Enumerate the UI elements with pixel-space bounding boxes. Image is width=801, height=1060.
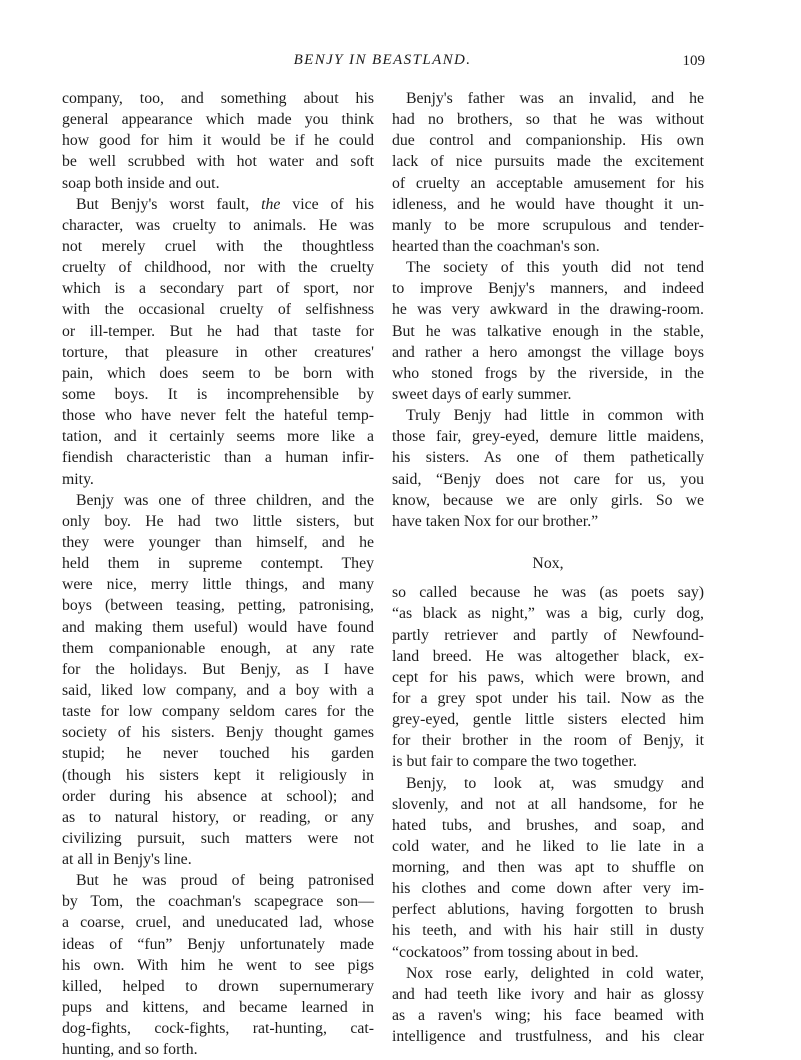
text-line: dog-fights, cock-fights, rat-hunting, cat- <box>62 1020 374 1038</box>
text-line: Benjy was one of three children, and the <box>76 491 374 509</box>
text-line: cold water, and he liked to lie late in a <box>392 837 704 855</box>
text-line: with the occasional cruelty of selfishness <box>62 301 374 319</box>
text-line: The society of this youth did not tend <box>406 259 704 277</box>
page-number: 109 <box>682 53 705 69</box>
text-line: perfect ablutions, having forgotten to brush <box>392 901 704 919</box>
emphasis: the <box>261 195 281 213</box>
text-line: be well scrubbed with hot water and soft <box>62 153 374 171</box>
text-line: character, was cruelty to animals. He was <box>62 216 374 234</box>
text-line: were nice, merry little things, and many <box>62 576 374 594</box>
text-line: of cruelty an acceptable amusement for his <box>392 174 704 192</box>
text-line: as to natural history, or reading, or any <box>62 808 374 826</box>
text-line: not merely cruel with the thoughtless <box>62 237 374 255</box>
text-line: taste for low company seldom cares for the <box>62 703 374 721</box>
text-line: his sisters. As one of them pathetically <box>392 449 704 467</box>
text-line: “cockatoos” from tossing about in bed. <box>392 943 639 961</box>
text-line: soap both inside and out. <box>62 174 220 192</box>
text-line: which is a secondary part of sport, nor <box>62 280 374 298</box>
text-line: torture, that pleasure in other creatures' <box>62 343 374 361</box>
text-line: or ill-temper. But he had that taste for <box>62 322 374 340</box>
text-line: grey-eyed, gentle little sisters elected him <box>392 711 704 729</box>
text-line: But he was talkative enough in the stable, <box>392 322 704 340</box>
text-line: due control and companionship. His own <box>392 132 704 150</box>
text-line: But Benjy's worst fault, the vice of his <box>76 195 374 213</box>
text-line: land breed. He was altogether black, ex- <box>392 647 704 665</box>
text-line: is but fair to compare the two together. <box>392 753 637 771</box>
text-line: and had teeth like ivory and hair as glossy <box>392 985 704 1003</box>
text-line: who stoned frogs by the riverside, in the <box>392 364 704 382</box>
text-line: as a raven's wing; his face beamed with <box>392 1007 704 1025</box>
text-line: sweet days of early summer. <box>392 385 572 403</box>
text-line: cept for his paws, which were brown, and <box>392 668 704 686</box>
text-line: “as black as night,” was a big, curly dog, <box>392 605 704 623</box>
text-line: only boy. He had two little sisters, but <box>62 512 374 530</box>
text-line: fiendish characteristic than a human infir- <box>62 449 374 467</box>
text-line: tation, and it certainly seems more like a <box>62 428 374 446</box>
text-line: to improve Benjy's manners, and indeed <box>392 280 704 298</box>
text-line: civilizing pursuit, such matters were not <box>62 829 374 847</box>
text-line: and rather a hero amongst the village boys <box>392 343 704 361</box>
text-line: have taken Nox for our brother.” <box>392 512 599 530</box>
text-line: how good for him it would be if he could <box>62 132 374 150</box>
text-line: ideas of “fun” Benjy unfortunately made <box>62 935 374 953</box>
text-line: slovenly, and not at all handsome, for he <box>392 795 704 813</box>
text-line: his teeth, and with his hair still in dusty <box>392 922 704 940</box>
text-line: hated tubs, and brushes, and soap, and <box>392 816 704 834</box>
text-line: boys (between teasing, petting, patronising, <box>62 597 374 615</box>
text-line: intelligence and trustfulness, and his clear <box>392 1028 704 1046</box>
text-line: had no brothers, so that he was without <box>392 111 704 129</box>
text-line: said, liked low company, and a boy with a <box>62 681 374 699</box>
text-line: company, too, and something about his <box>62 90 374 107</box>
text-line: Benjy's father was an invalid, and he <box>406 90 704 107</box>
text-line: a coarse, cruel, and uneducated lad, whose <box>62 914 374 932</box>
text-line: his clothes and come down after very im- <box>392 880 704 898</box>
text-line: hunting, and so forth. <box>62 1041 198 1059</box>
text-line: Benjy, to look at, was smudgy and <box>406 774 704 792</box>
text-line: stupid; he never touched his garden <box>62 745 374 763</box>
text-line: general appearance which made you think <box>62 111 374 129</box>
text-line: those who have never felt the hateful temp- <box>62 407 374 425</box>
running-title: BENJY IN BEASTLAND. <box>293 52 472 68</box>
text-line: said, “Benjy does not care for us, you <box>392 470 704 488</box>
text-line: idleness, and he would have thought it un- <box>392 195 704 213</box>
text-line: morning, and then was apt to shuffle on <box>392 859 704 877</box>
text-line: pups and kittens, and became learned in <box>62 999 374 1017</box>
text-line: lack of nice pursuits made the excitement <box>392 153 704 171</box>
text-line: them companionable enough, at any rate <box>62 639 374 657</box>
text-line: for the holidays. But Benjy, as I have <box>62 660 374 678</box>
section-heading: Nox, <box>532 555 564 573</box>
text-line: Truly Benjy had little in common with <box>406 407 704 425</box>
text-line: held them in supreme contempt. They <box>62 555 374 573</box>
text-line: pain, which does seem to be born with <box>62 364 374 382</box>
text-line: by Tom, the coachman's scapegrace son— <box>62 893 374 911</box>
text-line: they were younger than himself, and he <box>62 533 374 551</box>
text-line: manly to be more scrupulous and tender- <box>392 216 704 234</box>
text-line: But he was proud of being patronised <box>76 872 374 890</box>
text-line: order during his absence at school); and <box>62 787 374 805</box>
text-line: partly retriever and partly of Newfound- <box>392 626 704 644</box>
text-line: he was very awkward in the drawing-room. <box>392 301 704 319</box>
text-line: society of his sisters. Benjy thought games <box>62 724 374 742</box>
page-header <box>60 52 705 76</box>
text-line: at all in Benjy's line. <box>62 851 192 869</box>
spacer <box>392 532 704 553</box>
text-line: cruelty of childhood, nor with the cruelty <box>62 259 374 277</box>
text-line: his own. With him he went to see pigs <box>62 956 374 974</box>
left-column <box>62 88 374 1060</box>
text-line: some boys. It is incomprehensible by <box>62 385 374 403</box>
text-line: mity. <box>62 470 94 488</box>
spacer <box>392 574 704 582</box>
right-column <box>392 88 704 1047</box>
text-line: (though his sisters kept it religiously in <box>62 766 374 784</box>
text-line: for their brother in the room of Benjy, it <box>392 732 704 750</box>
text-line: hearted than the coachman's son. <box>392 237 600 255</box>
text-line: killed, helped to drown supernumerary <box>62 977 374 995</box>
text-line: know, because we are only girls. So we <box>392 491 704 509</box>
text-line: for a grey spot under his tail. Now as the <box>392 689 704 707</box>
text-line: Nox rose early, delighted in cold water, <box>406 964 704 982</box>
text-line: so called because he was (as poets say) <box>392 584 704 602</box>
text-line: those fair, grey-eyed, demure little maidens, <box>392 428 704 446</box>
text-line: and making them useful) would have found <box>62 618 374 636</box>
